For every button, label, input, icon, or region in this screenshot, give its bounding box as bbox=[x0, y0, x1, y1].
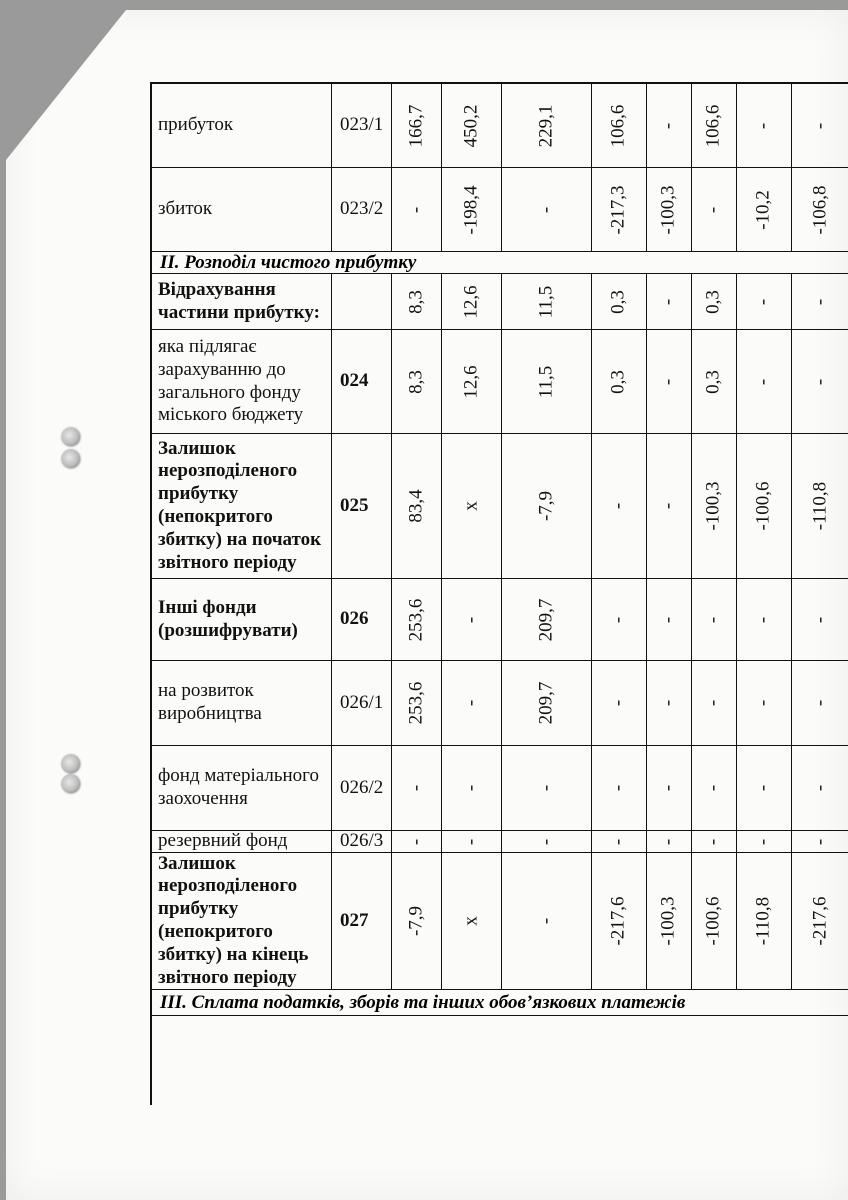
value-text: - bbox=[657, 784, 679, 792]
value-cell bbox=[692, 661, 737, 746]
value-cell bbox=[592, 434, 647, 579]
value-cell bbox=[442, 831, 502, 853]
row-code: 026 bbox=[332, 579, 392, 661]
value-cell bbox=[502, 853, 592, 990]
value-text: - bbox=[460, 616, 482, 623]
row-label: Залишок нерозподіленого прибутку (непокритого збитку) на кінець звітного періоду bbox=[152, 853, 332, 990]
row-code bbox=[332, 274, 392, 330]
row-label: Відрахування частини прибутку: bbox=[152, 274, 332, 330]
value-cell bbox=[792, 168, 848, 252]
value-text: - bbox=[460, 784, 482, 792]
value-cell bbox=[392, 330, 442, 434]
value-text: -100,3 bbox=[657, 896, 679, 946]
value-text: х bbox=[460, 916, 482, 926]
value-cell bbox=[792, 84, 848, 168]
value-text: -100,3 bbox=[702, 481, 724, 531]
value-cell bbox=[737, 661, 792, 746]
value-cell bbox=[647, 330, 692, 434]
value-cell bbox=[592, 168, 647, 252]
value-text: - bbox=[752, 616, 774, 623]
row-label: Залишок нерозподіленого прибутку (непокритого збитку) на початок звітного періоду bbox=[152, 434, 332, 579]
value-text: 229,1 bbox=[535, 104, 557, 147]
value-cell bbox=[692, 579, 737, 661]
row-label: фонд матеріального заохочення bbox=[152, 746, 332, 831]
value-cell bbox=[792, 831, 848, 853]
value-text: - bbox=[809, 699, 831, 707]
value-text: -110,8 bbox=[752, 896, 774, 946]
value-text: - bbox=[535, 838, 557, 845]
value-text: - bbox=[657, 502, 679, 510]
row-label: резервний фонд bbox=[152, 831, 332, 853]
value-text: - bbox=[809, 122, 831, 129]
value-text: - bbox=[752, 122, 774, 129]
value-text: - bbox=[657, 699, 679, 707]
value-cell bbox=[647, 274, 692, 330]
value-text: 209,7 bbox=[535, 681, 557, 725]
value-text: -217,3 bbox=[607, 184, 629, 235]
row-code: 027 bbox=[332, 853, 392, 990]
value-text: - bbox=[460, 838, 482, 845]
value-cell bbox=[592, 831, 647, 853]
folded-corner bbox=[6, 10, 126, 160]
value-cell bbox=[792, 274, 848, 330]
value-cell bbox=[792, 434, 848, 579]
value-cell bbox=[392, 434, 442, 579]
value-cell bbox=[792, 661, 848, 746]
value-cell bbox=[792, 853, 848, 990]
value-text: - bbox=[607, 616, 629, 623]
row-label: прибуток bbox=[152, 84, 332, 168]
value-text: - bbox=[809, 838, 831, 845]
value-text: 8,3 bbox=[405, 289, 427, 314]
row-code: 025 bbox=[332, 434, 392, 579]
value-text: - bbox=[657, 616, 679, 623]
section-header-s2: II. Розподіл чистого прибутку bbox=[152, 252, 848, 274]
value-cell bbox=[502, 746, 592, 831]
value-text: - bbox=[657, 298, 679, 305]
value-cell bbox=[442, 330, 502, 434]
row-code: 026/2 bbox=[332, 746, 392, 831]
value-cell bbox=[647, 746, 692, 831]
value-cell bbox=[442, 746, 502, 831]
value-cell bbox=[592, 84, 647, 168]
value-text: - bbox=[607, 699, 629, 707]
value-cell bbox=[692, 274, 737, 330]
punch-hole-top-2 bbox=[62, 450, 80, 468]
value-text: - bbox=[809, 298, 831, 305]
value-text: - bbox=[752, 699, 774, 707]
punch-hole-bottom bbox=[62, 755, 80, 773]
value-text: - bbox=[752, 838, 774, 845]
value-text: - bbox=[405, 784, 427, 792]
value-text: 253,6 bbox=[405, 598, 427, 641]
value-cell bbox=[737, 274, 792, 330]
value-cell bbox=[442, 853, 502, 990]
value-cell bbox=[502, 661, 592, 746]
value-text: 166,7 bbox=[405, 104, 427, 147]
value-cell bbox=[737, 853, 792, 990]
value-cell bbox=[692, 330, 737, 434]
value-cell bbox=[792, 746, 848, 831]
value-cell bbox=[442, 661, 502, 746]
value-text: - bbox=[702, 616, 724, 623]
value-cell bbox=[737, 434, 792, 579]
value-cell bbox=[392, 853, 442, 990]
value-cell bbox=[392, 746, 442, 831]
value-text: - bbox=[657, 378, 679, 385]
value-text: - bbox=[405, 838, 427, 845]
value-cell bbox=[392, 661, 442, 746]
value-text: - bbox=[607, 838, 629, 845]
value-text: - bbox=[535, 784, 557, 792]
value-cell bbox=[737, 168, 792, 252]
punch-hole-bottom-2 bbox=[62, 775, 80, 793]
value-text: -7,9 bbox=[535, 490, 557, 522]
value-cell bbox=[442, 84, 502, 168]
value-text: 253,6 bbox=[405, 681, 427, 725]
value-cell bbox=[442, 434, 502, 579]
value-cell bbox=[502, 831, 592, 853]
value-cell bbox=[692, 84, 737, 168]
value-text: 0,3 bbox=[702, 289, 724, 314]
row-code: 023/1 bbox=[332, 84, 392, 168]
value-cell bbox=[502, 434, 592, 579]
row-label: на розвиток виробництва bbox=[152, 661, 332, 746]
value-text: - bbox=[702, 206, 724, 213]
value-cell bbox=[392, 168, 442, 252]
value-text: 0,3 bbox=[607, 369, 629, 394]
value-cell bbox=[737, 831, 792, 853]
row-code: 026/3 bbox=[332, 831, 392, 853]
value-cell bbox=[442, 274, 502, 330]
value-cell bbox=[502, 330, 592, 434]
value-cell bbox=[647, 434, 692, 579]
value-text: - bbox=[535, 206, 557, 213]
value-text: - bbox=[809, 378, 831, 385]
value-text: - bbox=[405, 206, 427, 213]
value-text: 0,3 bbox=[607, 289, 629, 314]
row-label: яка підлягає зарахуванню до загального фонду міського бюджету bbox=[152, 330, 332, 434]
value-cell bbox=[592, 746, 647, 831]
value-text: - bbox=[657, 838, 679, 845]
value-text: 12,6 bbox=[460, 364, 482, 399]
value-text: - bbox=[702, 784, 724, 792]
value-text: - bbox=[809, 784, 831, 792]
value-cell bbox=[392, 579, 442, 661]
value-cell bbox=[592, 330, 647, 434]
value-text: -110,8 bbox=[809, 481, 831, 531]
row-code: 024 bbox=[332, 330, 392, 434]
value-text: - bbox=[809, 616, 831, 623]
value-text: -217,6 bbox=[809, 896, 831, 946]
value-cell bbox=[692, 831, 737, 853]
value-text: - bbox=[657, 122, 679, 129]
value-text: 11,5 bbox=[535, 285, 557, 318]
value-cell bbox=[502, 84, 592, 168]
value-cell bbox=[647, 168, 692, 252]
value-cell bbox=[647, 661, 692, 746]
value-text: - bbox=[752, 298, 774, 305]
value-text: -7,9 bbox=[405, 905, 427, 937]
value-text: -106,8 bbox=[809, 184, 831, 235]
value-text: -100,3 bbox=[657, 184, 679, 235]
value-cell bbox=[502, 168, 592, 252]
value-text: - bbox=[702, 838, 724, 845]
value-text: 209,7 bbox=[535, 598, 557, 641]
value-cell bbox=[692, 746, 737, 831]
value-cell bbox=[737, 330, 792, 434]
value-text: - bbox=[607, 502, 629, 510]
value-cell bbox=[737, 84, 792, 168]
value-text: х bbox=[460, 501, 482, 511]
value-text: 11,5 bbox=[535, 365, 557, 398]
value-text: -100,6 bbox=[702, 896, 724, 946]
value-cell bbox=[737, 746, 792, 831]
value-cell bbox=[737, 579, 792, 661]
value-cell bbox=[592, 579, 647, 661]
value-cell bbox=[392, 84, 442, 168]
value-cell bbox=[392, 831, 442, 853]
value-text: - bbox=[752, 784, 774, 792]
value-cell bbox=[692, 434, 737, 579]
value-text: - bbox=[607, 784, 629, 792]
value-text: 106,6 bbox=[702, 104, 724, 147]
row-code: 026/1 bbox=[332, 661, 392, 746]
value-cell bbox=[392, 274, 442, 330]
value-cell bbox=[442, 579, 502, 661]
value-cell bbox=[692, 168, 737, 252]
value-text: -198,4 bbox=[460, 184, 482, 235]
value-text: 12,6 bbox=[460, 284, 482, 319]
row-label: збиток bbox=[152, 168, 332, 252]
value-text: 8,3 bbox=[405, 369, 427, 394]
financial-table bbox=[150, 82, 848, 1105]
value-text: -217,6 bbox=[607, 896, 629, 946]
value-cell bbox=[692, 853, 737, 990]
value-cell bbox=[502, 274, 592, 330]
row-code: 023/2 bbox=[332, 168, 392, 252]
value-text: 450,2 bbox=[460, 104, 482, 147]
value-text: 83,4 bbox=[405, 489, 427, 523]
punch-hole-top bbox=[62, 428, 80, 446]
value-text: 0,3 bbox=[702, 369, 724, 394]
value-cell bbox=[592, 274, 647, 330]
value-cell bbox=[647, 84, 692, 168]
row-label: Інші фонди (розшифрувати) bbox=[152, 579, 332, 661]
value-cell bbox=[442, 168, 502, 252]
value-text: - bbox=[535, 917, 557, 925]
section-header-s3: III. Сплата податків, зборів та інших обов’язкових платежів bbox=[152, 990, 848, 1016]
value-text: - bbox=[752, 378, 774, 385]
value-cell bbox=[792, 579, 848, 661]
value-text: 106,6 bbox=[607, 104, 629, 147]
value-cell bbox=[647, 579, 692, 661]
value-text: -100,6 bbox=[752, 481, 774, 531]
value-cell bbox=[502, 579, 592, 661]
value-cell bbox=[792, 330, 848, 434]
value-cell bbox=[647, 831, 692, 853]
value-text: - bbox=[702, 699, 724, 707]
value-text: - bbox=[460, 699, 482, 707]
value-text: -10,2 bbox=[752, 189, 774, 230]
value-cell bbox=[647, 853, 692, 990]
value-cell bbox=[592, 853, 647, 990]
value-cell bbox=[592, 661, 647, 746]
